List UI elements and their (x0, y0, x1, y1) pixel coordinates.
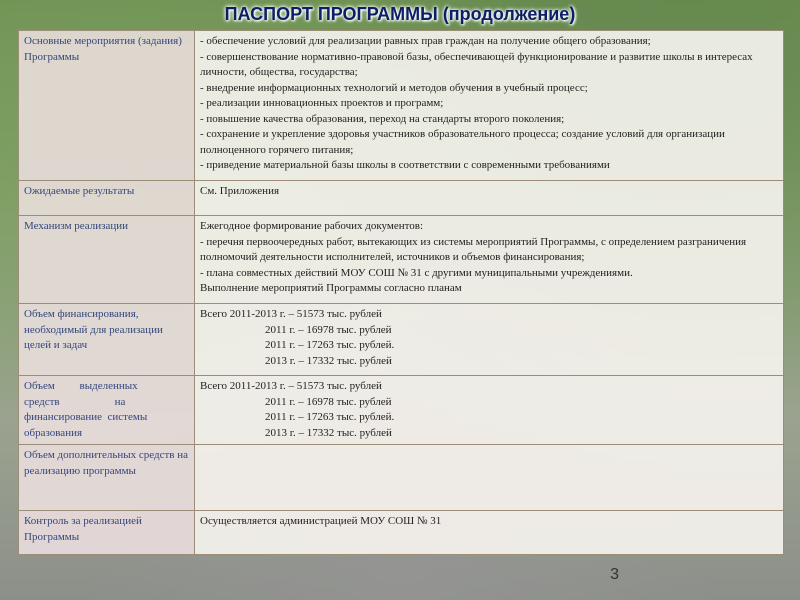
table-row-control (19, 511, 784, 555)
table-row-expected-results (19, 181, 784, 216)
slide-title (0, 4, 800, 25)
title-main: ПАСПОРТ ПРОГРАММЫ (224, 4, 438, 24)
row-label: Объем дополнительных средств на реализацию программы (19, 445, 195, 511)
row-value: Осуществляется администрацией МОУ СОШ № 31 (195, 511, 784, 555)
list-item: Выполнение мероприятий Программы согласно планам (200, 282, 462, 294)
row-value (195, 376, 784, 445)
row-value (195, 304, 784, 376)
row-label: Объем финансирования, необходимый для реализации целей и задач (19, 304, 195, 376)
row-value (195, 445, 784, 511)
list-item: - совершенствование нормативно-правовой базы, обеспечивающей функционирование и развитие школы в интересах личности, общества, государства; (200, 50, 753, 78)
row-value: См. Приложения (195, 181, 784, 216)
list-item: - сохранение и укрепление здоровья участников образовательного процесса; создание условий для организации полноценного горячего питания; (200, 128, 725, 156)
table-row-funding-allocated (19, 376, 784, 445)
row-value (195, 31, 784, 181)
list-item: - приведение материальной базы школы в соответствии с современными требованиями (200, 159, 610, 171)
row-label: Основные мероприятия (задания) Программы (19, 31, 195, 181)
row-label: Контроль за реализацией Программы (19, 511, 195, 555)
row-label-line: Объем выделенных (24, 380, 138, 392)
row-label-line: финансирование системы (24, 411, 148, 423)
funding-total: Всего 2011-2013 г. – 51573 тыс. рублей (200, 308, 382, 320)
row-label: Ожидаемые результаты (19, 181, 195, 216)
table-row-main-activities (19, 31, 784, 181)
list-item: - плана совместных действий МОУ СОШ № 31 с другими муниципальными учреждениями. (200, 266, 633, 279)
page-number: 3 (610, 566, 619, 583)
list-item: - реализации инновационных проектов и программ; (200, 97, 444, 109)
list-item: - обеспечение условий для реализации равных прав граждан на получение общего образования; (200, 35, 651, 47)
list-item: - внедрение информационных технологий и методов обучения в учебный процесс; (200, 81, 588, 94)
funding-year: 2011 г. – 16978 тыс. рублей (265, 395, 392, 408)
row-label-line: средств на (24, 395, 126, 408)
table-row-additional-funding (19, 445, 784, 511)
funding-year: 2011 г. – 17263 тыс. рублей. (265, 411, 395, 423)
list-item: - перечня первоочередных работ, вытекающих из системы мероприятий Программы, с определением разграничения полномочий деятельности исполнителей, источников и объемов финансирования; (200, 235, 747, 263)
row-label (19, 376, 195, 445)
funding-year: 2013 г. – 17332 тыс. рублей (265, 426, 392, 439)
list-item: Ежегодное формирование рабочих документов: (200, 220, 424, 232)
funding-year: 2013 г. – 17332 тыс. рублей (265, 354, 392, 367)
funding-total: Всего 2011-2013 г. – 51573 тыс. рублей (200, 380, 382, 392)
funding-year: 2011 г. – 17263 тыс. рублей. (265, 339, 395, 351)
row-value (195, 216, 784, 304)
title-suffix: (продолжение) (442, 4, 576, 24)
row-label-line: образования (24, 426, 83, 439)
list-item: - повышение качества образования, переход на стандарты второго поколения; (200, 112, 565, 125)
table-row-funding-needed (19, 304, 784, 376)
row-label: Механизм реализации (19, 216, 195, 304)
passport-table (18, 30, 784, 555)
funding-year: 2011 г. – 16978 тыс. рублей (265, 323, 392, 336)
table-row-mechanism (19, 216, 784, 304)
